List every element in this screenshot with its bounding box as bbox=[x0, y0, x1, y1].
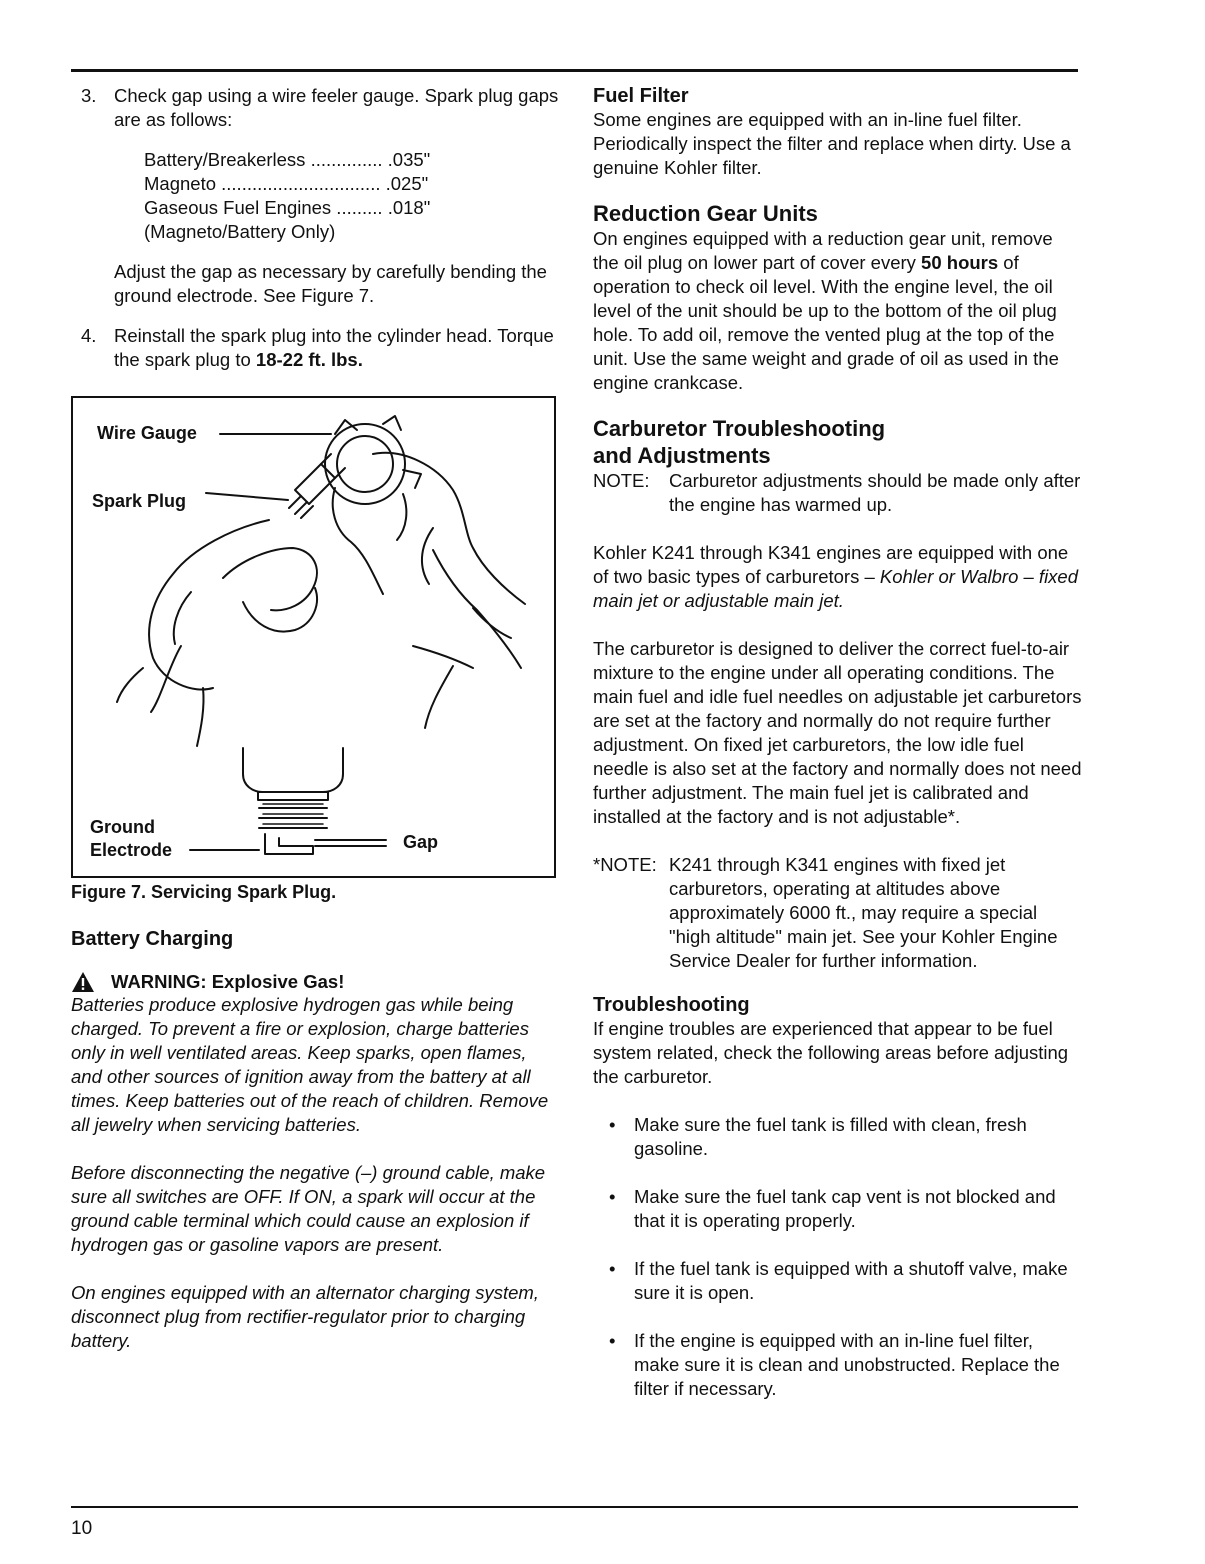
carburetor-note bbox=[593, 469, 1083, 517]
altitude-note-text: K241 through K341 engines with fixed jet carburetors, operating at altitudes above approximately 6000 ft., may require a special "high altitude" main jet. See your Kohler Engine Service Dealer for further information. bbox=[669, 854, 1058, 971]
warning-para-2: Before disconnecting the negative (–) ground cable, make sure all switches are OFF. If ON, a spark will occur at the ground cable terminal which could cause an explosion if hydrogen gas or gasoline vapors are present. bbox=[71, 1162, 546, 1255]
warning-title: WARNING: Explosive Gas! bbox=[111, 971, 345, 992]
adjust-gap-text: Adjust the gap as necessary by carefully bending the ground electrode. See Figure 7. bbox=[114, 261, 547, 306]
reduction-gear-heading: Reduction Gear Units bbox=[593, 201, 818, 226]
label-ground: Ground bbox=[90, 817, 155, 837]
gap-row-gaseous: Gaseous Fuel Engines ......... .018" bbox=[144, 197, 431, 218]
reduction-text-a: On engines equipped with a reduction gear unit, remove the oil plug on lower part of cover every bbox=[593, 228, 1053, 273]
fuel-filter-text: Some engines are equipped with an in-line fuel filter. Periodically inspect the filter and replace when dirty. Use a genuine Kohler filter. bbox=[593, 109, 1071, 178]
step-number: 4. bbox=[81, 325, 97, 346]
bottom-rule bbox=[71, 1506, 1078, 1508]
list-item: • Make sure the fuel tank cap vent is not blocked and that it is operating properly. bbox=[593, 1185, 1083, 1233]
gap-table bbox=[144, 148, 561, 244]
label-electrode: Electrode bbox=[90, 840, 173, 860]
troubleshooting-intro: If engine troubles are experienced that appear to be fuel system related, check the following areas before adjusting the carburetor. bbox=[593, 1018, 1069, 1087]
note-tag: NOTE: bbox=[593, 470, 650, 491]
reduction-gear-text bbox=[593, 227, 1083, 395]
warning-para-3: On engines equipped with an alternator charging system, disconnect plug from rectifier-regulator prior to charging battery. bbox=[71, 1282, 539, 1351]
list-item: • If the fuel tank is equipped with a shutoff valve, make sure it is open. bbox=[593, 1257, 1083, 1305]
carburetor-heading-line-1: Carburetor Troubleshooting bbox=[593, 416, 886, 441]
label-gap: Gap bbox=[403, 832, 439, 852]
label-wire-gauge: Wire Gauge bbox=[97, 423, 197, 443]
carburetor-para-1 bbox=[593, 541, 1083, 613]
carburetor-heading-line-2: and Adjustments bbox=[593, 443, 771, 468]
figure-7 bbox=[71, 396, 556, 878]
troubleshooting-list bbox=[593, 1113, 1083, 1401]
page-number: 10 bbox=[71, 1518, 93, 1539]
gap-row-magneto: Magneto ............................... .025" bbox=[144, 173, 429, 194]
warning-icon bbox=[71, 971, 95, 993]
list-item: • If the engine is equipped with an in-line fuel filter, make sure it is clean and unobstructed. Replace the filter if necessary. bbox=[593, 1329, 1083, 1401]
carburetor-heading bbox=[593, 415, 1083, 469]
fuel-filter-heading: Fuel Filter bbox=[593, 85, 689, 107]
hours-value: 50 hours bbox=[921, 252, 999, 273]
step-4 bbox=[71, 324, 561, 372]
gap-row-battery: Battery/Breakerless .............. .035" bbox=[144, 149, 431, 170]
note-tag: *NOTE: bbox=[593, 854, 657, 875]
gap-row-note: (Magneto/Battery Only) bbox=[144, 221, 336, 242]
troubleshooting-heading: Troubleshooting bbox=[593, 994, 750, 1016]
step-3 bbox=[71, 84, 561, 308]
top-rule bbox=[71, 69, 1078, 72]
warning-header bbox=[71, 971, 561, 993]
step-number: 3. bbox=[81, 85, 97, 106]
spark-plug-illustration bbox=[73, 398, 558, 880]
warning-para-1: Batteries produce explosive hydrogen gas while being charged. To prevent a fire or explosion, charge batteries only in well ventilated areas. Keep sparks, open flames, and other sources of ignition away from the battery at all times. Keep batteries out of the reach of children. Remove all jewelry when servicing batteries. bbox=[71, 994, 549, 1135]
left-column bbox=[71, 84, 561, 1353]
reduction-text-b: of operation to check oil level. With the engine level, the oil level of the unit should be up to the bottom of the oil plug hole. To add oil, remove the vented plug at the top of the unit. Use the same weight and grade of oil as used in the engine crankcase. bbox=[593, 252, 1059, 393]
battery-charging-heading: Battery Charging bbox=[71, 928, 234, 950]
label-spark-plug: Spark Plug bbox=[92, 491, 187, 511]
note-text: Carburetor adjustments should be made only after the engine has warmed up. bbox=[669, 470, 1081, 515]
carb-para-1-italic: Kohler or Walbro – fixed main jet or adjustable main jet. bbox=[593, 566, 1079, 611]
step-3-text: Check gap using a wire feeler gauge. Spark plug gaps are as follows: bbox=[114, 85, 559, 130]
carburetor-para-2: The carburetor is designed to deliver the correct fuel-to-air mixture to the engine under all operating conditions. The main fuel and idle fuel needles on adjustable jet carburetors are set at the factory and normally do not require further adjustment. On fixed jet carburetors, the low idle fuel needle is also set at the factory and normally does not need further adjustment. The main fuel jet is calibrated and installed at the factory and is not adjustable*. bbox=[593, 638, 1082, 827]
altitude-note bbox=[593, 853, 1083, 973]
list-item: • Make sure the fuel tank is filled with clean, fresh gasoline. bbox=[593, 1113, 1083, 1161]
torque-value: 18-22 ft. lbs. bbox=[255, 349, 363, 370]
right-column bbox=[593, 84, 1083, 1401]
step-4-text: Reinstall the spark plug into the cylinder head. Torque the spark plug to bbox=[114, 325, 554, 370]
figure-caption: Figure 7. Servicing Spark Plug. bbox=[71, 882, 337, 902]
carb-para-1-text: Kohler K241 through K341 engines are equipped with one of two basic types of carburetors – bbox=[593, 542, 1069, 587]
step-list bbox=[71, 84, 561, 372]
